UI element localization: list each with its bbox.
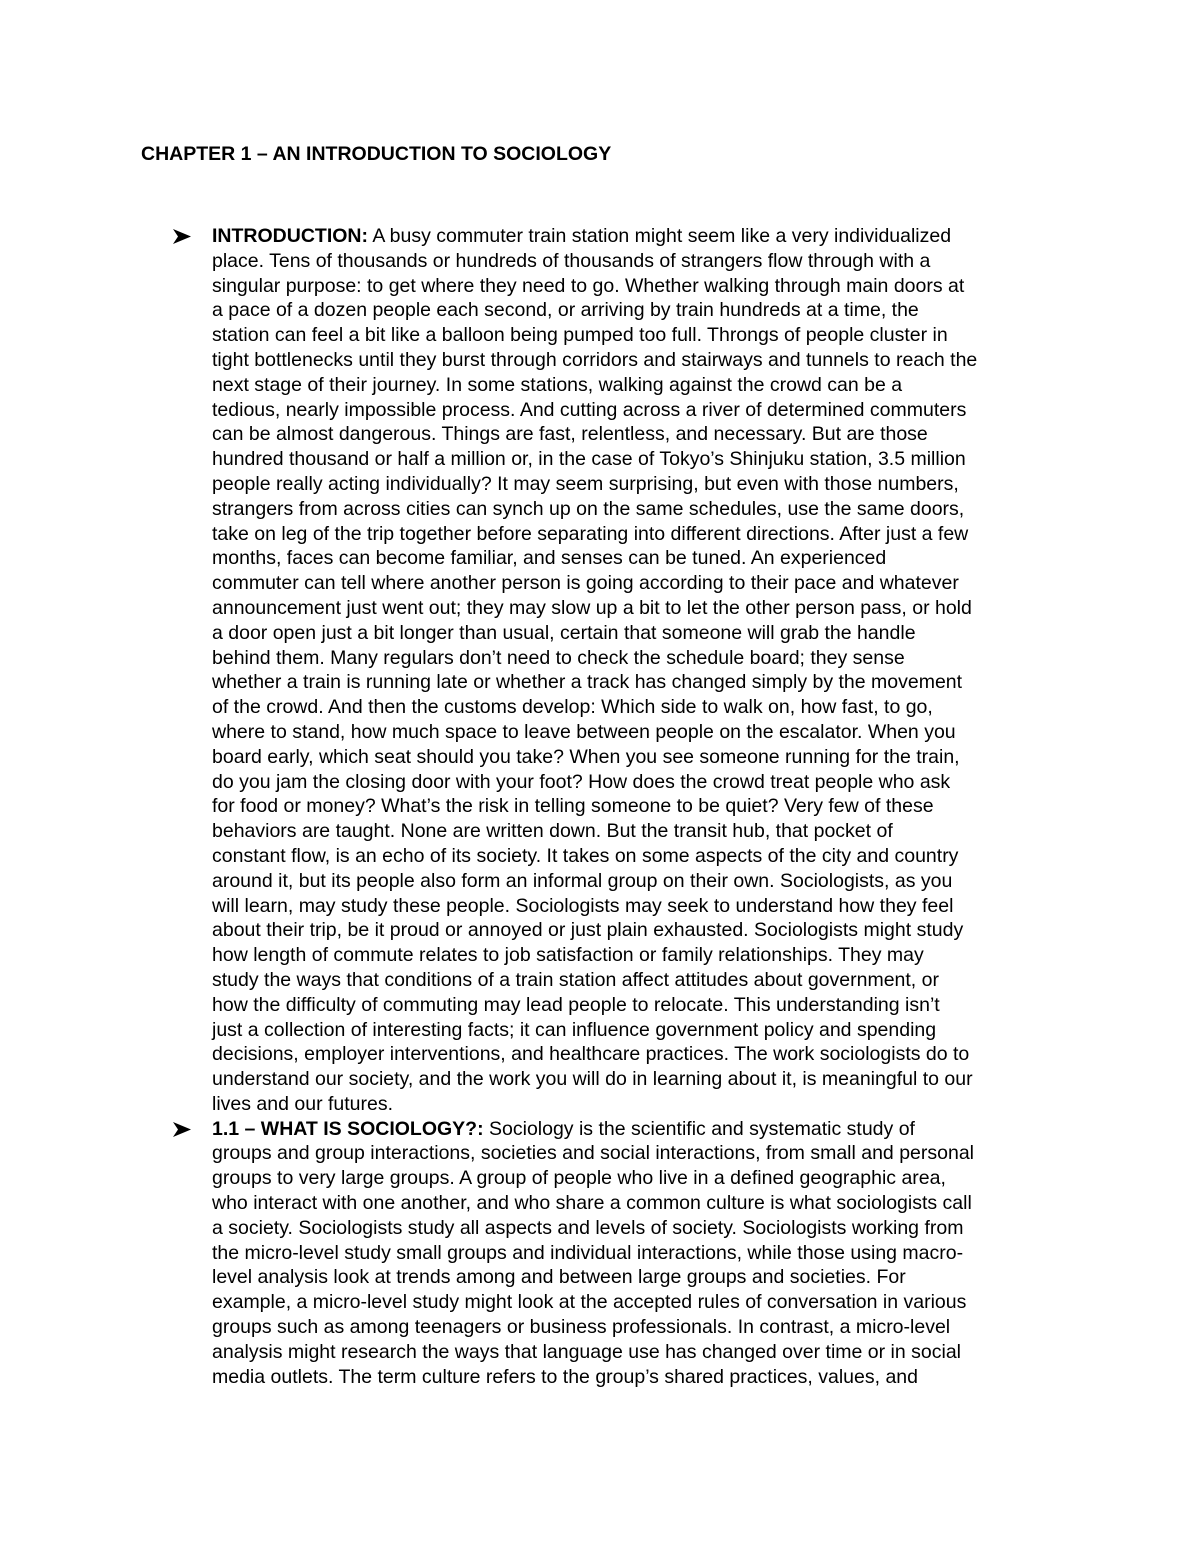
text-line	[212, 819, 1072, 844]
text-line	[212, 274, 1072, 299]
text-line	[212, 596, 1072, 621]
line-text: groups such as among teenagers or business professionals. In contrast, a micro-level	[212, 1316, 951, 1339]
line-text: singular purpose: to get where they need to go. Whether walking through main doors at	[212, 274, 965, 297]
line-text: A busy commuter train station might seem like a very individualized	[367, 225, 952, 247]
section-introduction	[172, 224, 1072, 1117]
line-text: where to stand, how much space to leave between people on the escalator. When you	[212, 720, 956, 743]
text-line	[212, 373, 1072, 398]
text-line	[212, 497, 1072, 522]
text-line	[212, 546, 1072, 571]
section-text	[212, 1117, 1072, 1390]
line-text: example, a micro-level study might look at the accepted rules of conversation in various	[212, 1291, 967, 1314]
line-text: just a collection of interesting facts; it can influence government policy and spending	[212, 1018, 937, 1041]
line-text: take on leg of the trip together before separating into different directions. After just a few	[212, 522, 969, 545]
line-text: Sociology is the scientific and systematic study of	[483, 1117, 915, 1140]
text-line	[212, 472, 1072, 497]
text-line	[212, 1042, 1072, 1067]
text-line	[212, 670, 1072, 695]
line-text: lives and our futures.	[212, 1092, 394, 1115]
chapter-title: CHAPTER 1 – AN INTRODUCTION TO SOCIOLOGY	[141, 143, 612, 165]
text-line	[212, 422, 1072, 447]
text-line	[212, 1141, 1072, 1166]
line-text: analysis might research the ways that language use has changed over time or in social	[212, 1340, 961, 1363]
text-line	[212, 1166, 1072, 1191]
text-line	[212, 298, 1072, 323]
line-text: will learn, may study these people. Sociologists may seek to understand how they feel	[212, 894, 954, 917]
line-text: whether a train is running late or whether a track has changed simply by the movement	[212, 671, 963, 694]
text-line	[212, 1191, 1072, 1216]
text-line	[212, 720, 1072, 745]
section-text	[212, 224, 1072, 1117]
text-line	[212, 1092, 1072, 1117]
line-text: around it, but its people also form an informal group on their own. Sociologists, as you	[212, 869, 953, 892]
text-line	[212, 348, 1072, 373]
text-line	[212, 1340, 1072, 1365]
line-text: the micro-level study small groups and individual interactions, while those using macro-	[212, 1241, 964, 1264]
line-text: a pace of a dozen people each second, or arriving by train hundreds at a time, the	[212, 299, 919, 322]
text-line	[212, 1290, 1072, 1315]
line-text: how the difficulty of commuting may lead people to relocate. This understanding isn’t	[212, 993, 940, 1016]
line-text: of the crowd. And then the customs develop: Which side to walk on, how fast, to go,	[212, 696, 933, 719]
text-line	[212, 770, 1072, 795]
section-what-is-sociology	[172, 1117, 1072, 1390]
text-line	[212, 323, 1072, 348]
text-line	[212, 918, 1072, 943]
line-text: a society. Sociologists study all aspects and levels of society. Sociologists working from	[212, 1216, 964, 1239]
text-line	[212, 646, 1072, 671]
line-text: place. Tens of thousands or hundreds of thousands of strangers flow through with a	[212, 249, 931, 272]
line-text: how length of commute relates to job satisfaction or family relationships. They may	[212, 944, 924, 967]
text-line	[212, 794, 1072, 819]
line-text: behaviors are taught. None are written down. But the transit hub, that pocket of	[212, 820, 893, 843]
text-line	[212, 869, 1072, 894]
line-text: understand our society, and the work you will do in learning about it, is meaningful to our	[212, 1068, 973, 1091]
line-text: study the ways that conditions of a train station affect attitudes about government, or	[212, 968, 939, 991]
text-line	[212, 398, 1072, 423]
line-text: commuter can tell where another person is going according to their pace and whatever	[212, 572, 959, 595]
line-text: hundred thousand or half a million or, in the case of Tokyo’s Shinjuku station, 3.5 million	[212, 448, 966, 471]
text-line	[212, 571, 1072, 596]
line-text: who interact with one another, and who share a common culture is what sociologists call	[212, 1192, 972, 1215]
text-line	[212, 621, 1072, 646]
line-text: station can feel a bit like a balloon being pumped too full. Throngs of people cluster in	[212, 324, 948, 347]
line-text: constant flow, is an echo of its society. It takes on some aspects of the city and country	[212, 844, 959, 867]
text-line	[212, 968, 1072, 993]
line-text: do you jam the closing door with your foot? How does the crowd treat people who ask	[212, 770, 951, 793]
line-text: decisions, employer interventions, and healthcare practices. The work sociologists do to	[212, 1043, 970, 1066]
text-line	[212, 745, 1072, 770]
line-text: people really acting individually? It may seem surprising, but even with those numbers,	[212, 472, 959, 495]
line-text: groups and group interactions, societies and social interactions, from small and personal	[212, 1142, 974, 1165]
line-text: level analysis look at trends among and between large groups and societies. For	[212, 1266, 906, 1289]
text-line	[212, 1241, 1072, 1266]
text-line	[212, 1315, 1072, 1340]
arrowhead-bullet-icon	[172, 1121, 192, 1138]
line-text: tedious, nearly impossible process. And cutting across a river of determined commuters	[212, 398, 967, 421]
line-text: strangers from across cities can synch up on the same schedules, use the same doors,	[212, 497, 965, 520]
text-line	[212, 943, 1072, 968]
line-text: for food or money? What’s the risk in telling someone to be quiet? Very few of these	[212, 795, 934, 818]
section-heading: 1.1 – WHAT IS SOCIOLOGY?:	[212, 1117, 484, 1140]
line-text: behind them. Many regulars don’t need to check the schedule board; they sense	[212, 646, 905, 669]
text-line	[212, 224, 1072, 249]
text-line	[212, 844, 1072, 869]
text-line	[212, 1265, 1072, 1290]
text-line	[212, 993, 1072, 1018]
line-text: next stage of their journey. In some stations, walking against the crowd can be a	[212, 373, 903, 396]
section-heading: INTRODUCTION:	[212, 225, 368, 247]
text-line	[212, 1117, 1072, 1142]
line-text: about their trip, be it proud or annoyed or just plain exhausted. Sociologists might study	[212, 919, 964, 942]
line-text: announcement just went out; they may slow up a bit to let the other person pass, or hold	[212, 596, 972, 619]
text-line	[212, 1067, 1072, 1092]
text-line	[212, 1365, 1072, 1390]
section-list	[172, 224, 1072, 1389]
text-line	[212, 447, 1072, 472]
line-text: board early, which seat should you take? When you see someone running for the train,	[212, 745, 960, 768]
text-line	[212, 249, 1072, 274]
arrowhead-bullet-icon	[172, 228, 192, 245]
text-line	[212, 894, 1072, 919]
line-text: can be almost dangerous. Things are fast, relentless, and necessary. But are those	[212, 423, 928, 446]
text-line	[212, 1216, 1072, 1241]
line-text: tight bottlenecks until they burst through corridors and stairways and tunnels to reach the	[212, 348, 978, 371]
line-text: groups to very large groups. A group of people who live in a defined geographic area,	[212, 1167, 946, 1190]
line-text: media outlets. The term culture refers to the group’s shared practices, values, and	[212, 1365, 918, 1388]
line-text: months, faces can become familiar, and senses can be tuned. An experienced	[212, 547, 887, 570]
text-line	[212, 1018, 1072, 1043]
line-text: a door open just a bit longer than usual, certain that someone will grab the handle	[212, 621, 916, 644]
text-line	[212, 522, 1072, 547]
text-line	[212, 695, 1072, 720]
